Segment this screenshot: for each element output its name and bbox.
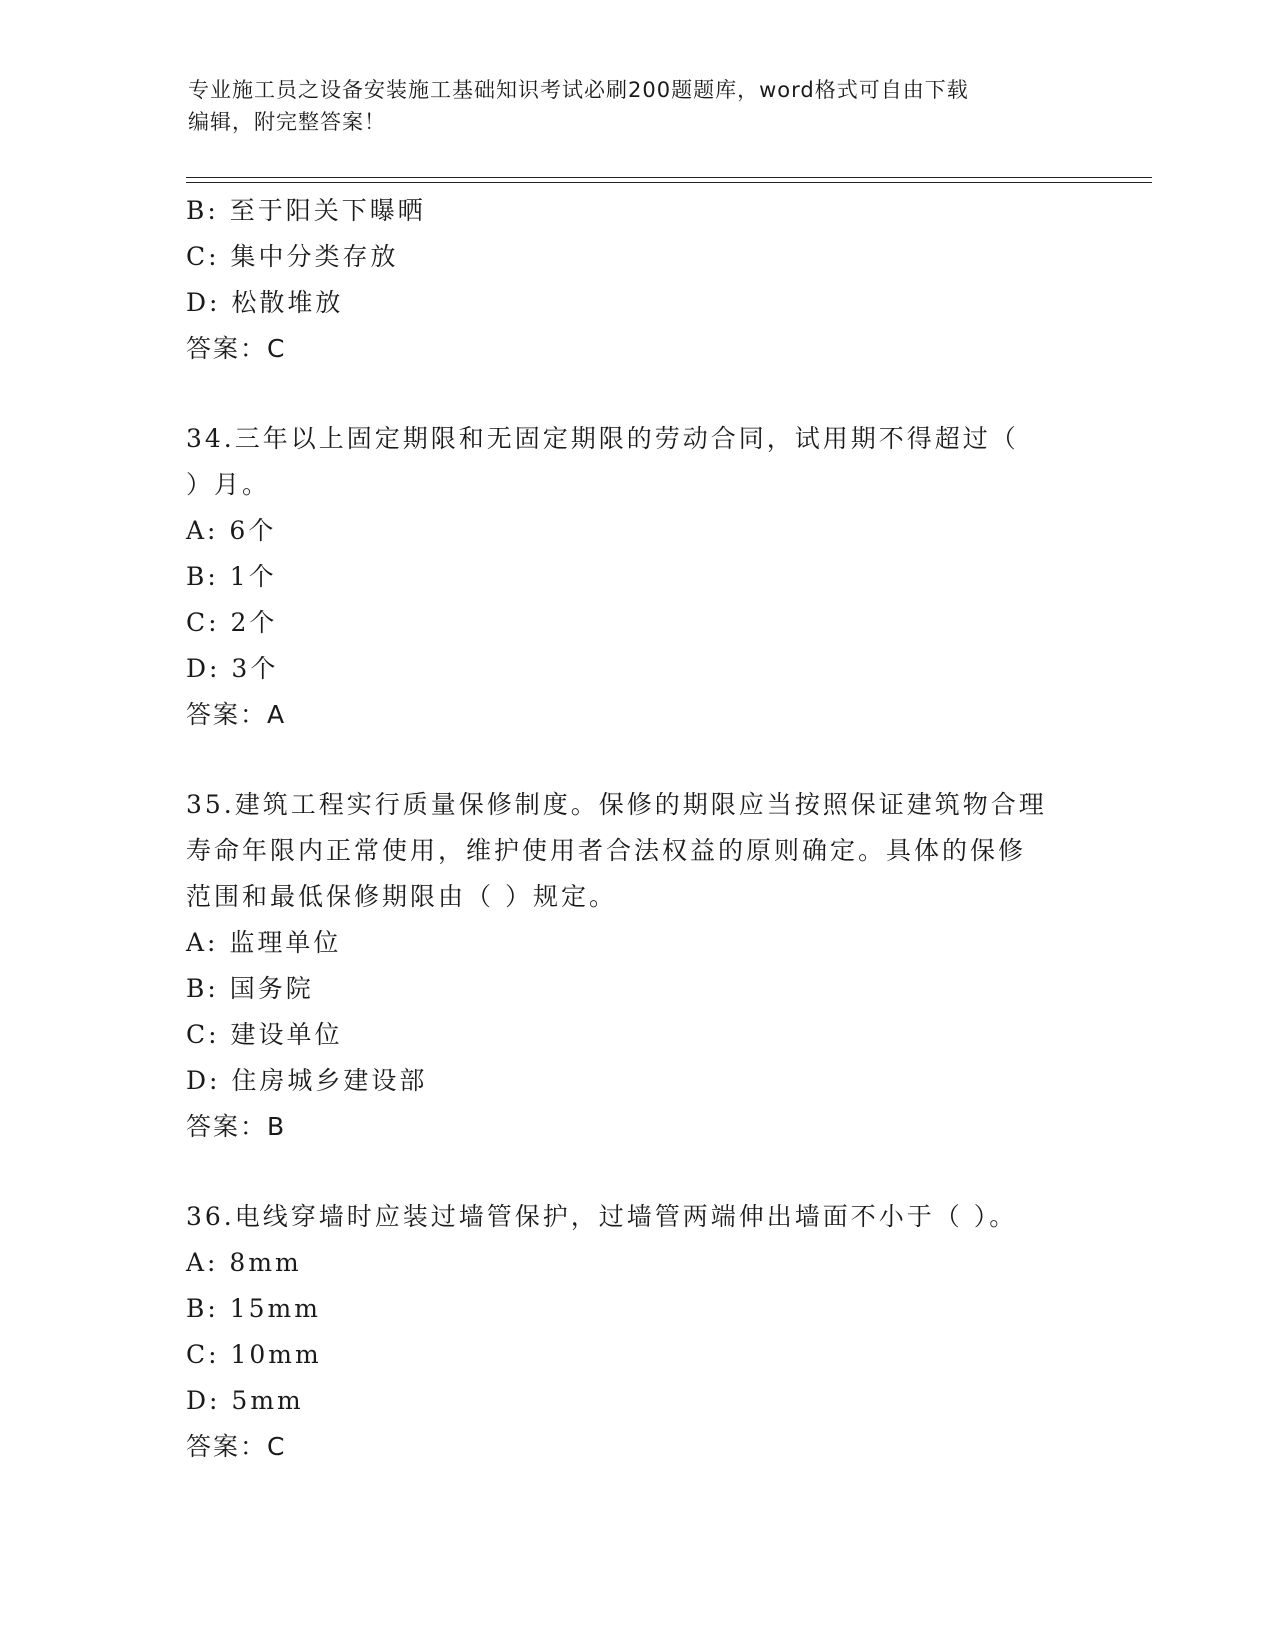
option-b: B: 至于阳关下曝晒 [186, 196, 426, 225]
answer-line: 答案：B [186, 1112, 287, 1141]
spacer [186, 738, 1086, 782]
option-a: A: 8mm [186, 1248, 302, 1277]
question-text-line: 36.电线穿墙时应装过墙管保护，过墙管两端伸出墙面不小于（ ）。 [186, 1202, 1018, 1231]
question-text-line: 34.三年以上固定期限和无固定期限的劳动合同，试用期不得超过（ [186, 424, 1019, 453]
question-text-line: 寿命年限内正常使用，维护使用者合法权益的原则确定。具体的保修 [186, 836, 1027, 865]
question-block-35 [186, 782, 1086, 1150]
question-block-prev [186, 188, 1086, 372]
question-text-line: ）月。 [186, 470, 271, 499]
option-d: D: 5mm [186, 1386, 304, 1415]
option-d: D: 3个 [186, 654, 279, 683]
option-c: C: 2个 [186, 608, 278, 637]
header-line-1: 专业施工员之设备安装施工基础知识考试必刷200题题库，word格式可自由下载 [188, 78, 969, 102]
answer-line: 答案：C [186, 334, 287, 363]
question-text-line: 范围和最低保修期限由（ ）规定。 [186, 882, 617, 911]
spacer [186, 1150, 1086, 1194]
answer-line: 答案：C [186, 1432, 287, 1461]
option-a: A: 6个 [186, 516, 277, 545]
header-rule-bottom [186, 182, 1152, 183]
option-d: D: 松散堆放 [186, 288, 344, 317]
document-header [188, 74, 1088, 138]
option-d: D: 住房城乡建设部 [186, 1066, 428, 1095]
header-line-2: 编辑，附完整答案！ [188, 110, 386, 134]
answer-line: 答案：A [186, 700, 287, 729]
option-a: A: 监理单位 [186, 928, 342, 957]
option-c: C: 建设单位 [186, 1020, 343, 1049]
spacer [186, 372, 1086, 416]
question-list [186, 188, 1086, 1470]
question-text-line: 35.建筑工程实行质量保修制度。保修的期限应当按照保证建筑物合理 [186, 790, 1047, 819]
option-b: B: 国务院 [186, 974, 314, 1003]
question-block-36 [186, 1194, 1086, 1470]
option-c: C: 10mm [186, 1340, 322, 1369]
question-block-34 [186, 416, 1086, 738]
option-b: B: 1个 [186, 562, 277, 591]
header-rule-top [186, 177, 1152, 178]
option-b: B: 15mm [186, 1294, 321, 1323]
option-c: C: 集中分类存放 [186, 242, 399, 271]
